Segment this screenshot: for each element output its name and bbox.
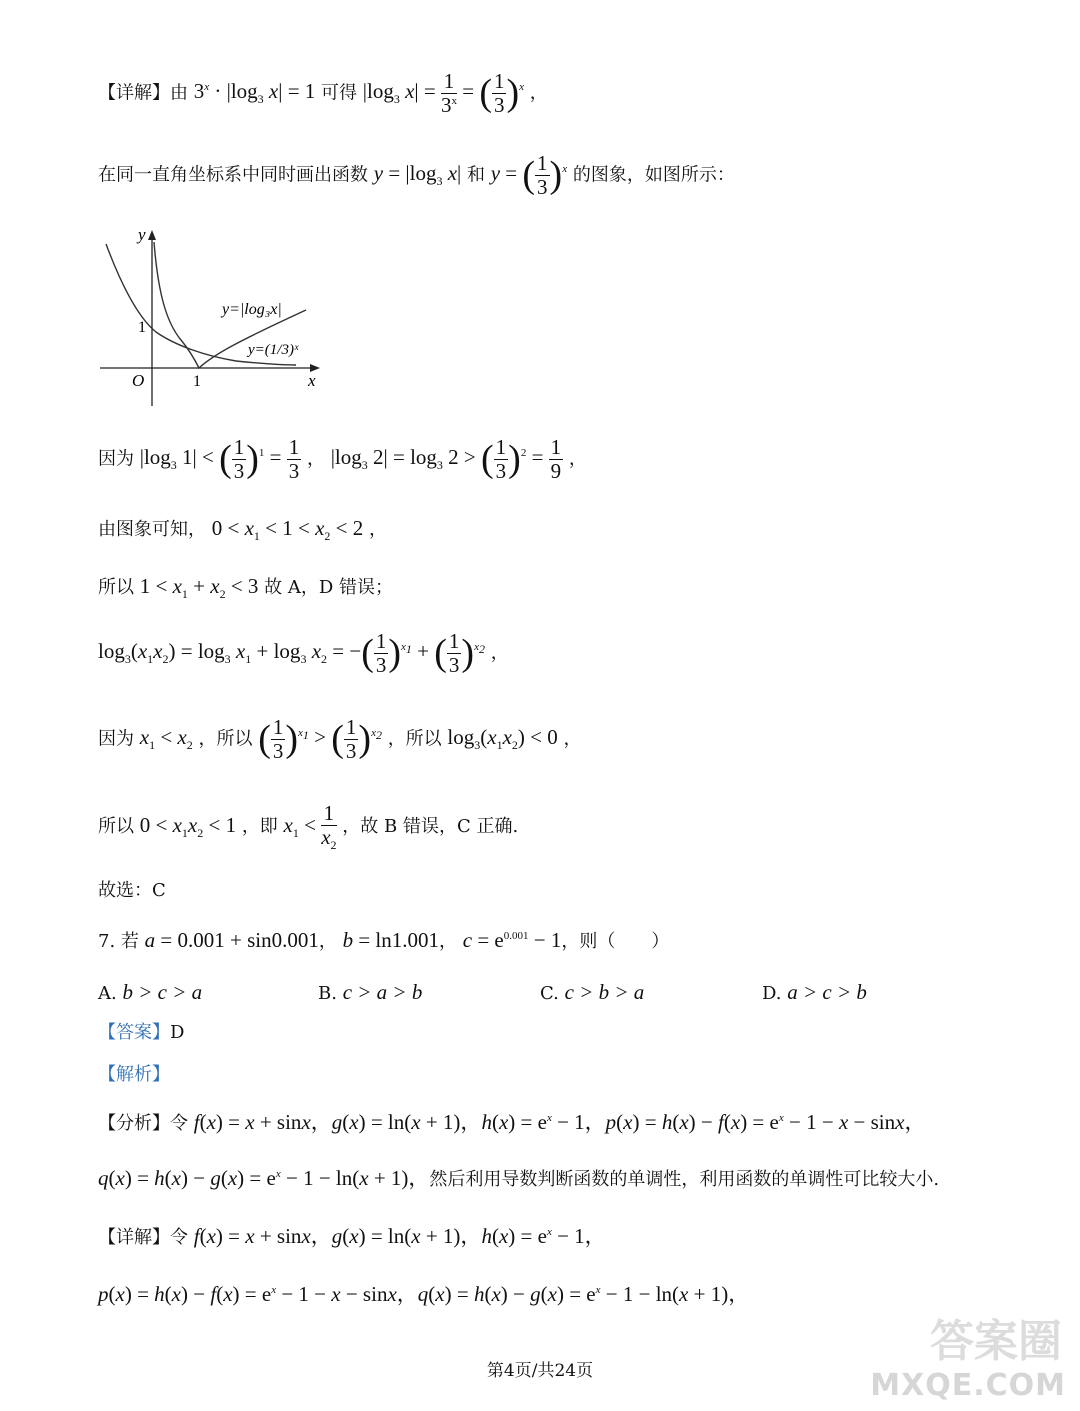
- detail-line-1: 【详解】由 $3^x \cdot |\log_3$ x| = 1 可得 $|\log_3$ x| = $\frac{1}{3^x}$ = ( $\frac{1}{3}$ )$^x$ ，: [98, 69, 548, 118]
- so-line-2: 所以 $0 < x_1x_2 < 1$ ，即 $x_1$ < $\frac{1}{x_2}$ ，故 B 错误，C 正确.: [98, 801, 519, 853]
- watermark-logo: 答案圈: [930, 1316, 1062, 1367]
- equation-2: $|\log_3$ x| = $\frac{1}{3^x}$ = ( $\frac{1}{3}$ )$^x$: [362, 69, 525, 118]
- x-tick-1: 1: [193, 373, 201, 390]
- option-c[interactable]: C. c > b > a: [540, 980, 645, 1004]
- watermark-url: MXQE.COM: [870, 1368, 1066, 1403]
- answer-line: [98, 1022, 184, 1044]
- log-label: y=|log₃x|: [222, 301, 282, 318]
- log-sum-line: $\log_3(x_1x_2) = \log_3 x_1 + \log_3 x_2$ = −( $\frac{1}{3}$ )$^{x_1}$ + ( $\frac{1}{3}$ )$^{x_2}$ ，: [98, 629, 509, 678]
- choose-line: 故选：C: [98, 880, 166, 901]
- origin-label: O: [132, 371, 145, 390]
- function-graph: [96, 222, 336, 412]
- option-d[interactable]: D. a > c > b: [762, 980, 867, 1004]
- page-footer: 第4页/共24页: [486, 1361, 594, 1381]
- answer-label: 【答案】: [98, 1022, 170, 1043]
- option-a[interactable]: A. b > c > a: [98, 980, 203, 1004]
- exp-label: y=(1/3)ˣ: [248, 342, 299, 358]
- analysis-line-2: $q(x) = h(x) - g(x) = e^x - 1 - \ln(x + 1)$，然后利用导数判断函数的单调性，利用函数的单调性可比较大小.: [98, 1166, 940, 1190]
- y-tick-1: 1: [138, 319, 146, 336]
- equation-1: $3^x \cdot |\log_3$ x| = 1: [193, 79, 316, 107]
- y-axis-label: y: [138, 225, 146, 244]
- answer-value: D: [170, 1022, 185, 1043]
- question-7: 7. 若 a = 0.001 + sin0.001， b = ln1.001， $c = e^{0.001} - 1$，则（ ）: [98, 928, 670, 952]
- detail-label: 【详解】: [98, 82, 170, 104]
- analysis-line-1: 【分析】令 f(x) = x + sinx，g(x) = ln(x + 1)，$h(x) = e^x - 1$，$p(x) = h(x) - f(x) = e^x - 1 - x - \sin x$，: [98, 1110, 926, 1134]
- because-line-1: 因为 $|\log_3$ 1| < ( $\frac{1}{3}$ )$^1$ = $\frac{1}{3}$ ， $|\log_3$ $2| = \log_3 2$ > ( $\frac{1}{3}$ )$^2$ = $\frac{1}{9}$ ，: [98, 435, 587, 484]
- plot-intro: 在同一直角坐标系中同时画出函数 $y = |\log_3$ x| 和 y = ( $\frac{1}{3}$ )$^x$ 的图象，如图所示：: [98, 151, 735, 200]
- x-axis-label: x: [308, 371, 316, 390]
- detail-line-3: $p(x) = h(x) - f(x) = e^x - 1 - x - \sin x$，$q(x) = h(x) - g(x) = e^x - 1 - \ln(x + 1)$，: [98, 1282, 750, 1306]
- so-line-1: 所以 $1 < x_1 + x_2 < 3$ 故 A，D 错误；: [98, 574, 394, 602]
- detail-line-2: 【详解】令 f(x) = x + sinx，g(x) = ln(x + 1)，$h(x) = e^x - 1$，: [98, 1224, 606, 1248]
- from-graph-line: 由图象可知， $0 < x_1 < 1 < x_2 < 2$ ，: [98, 516, 387, 544]
- option-b[interactable]: B. c > a > b: [318, 980, 423, 1004]
- because-line-2: 因为 $x_1 < x_2$ ，所以 ( $\frac{1}{3}$ )$^{x_1}$ > ( $\frac{1}{3}$ )$^{x_2}$ ，所以 $\log_3(x_1x_2) < 0$ ，: [98, 715, 582, 764]
- analysis-heading: 【解析】: [98, 1064, 170, 1085]
